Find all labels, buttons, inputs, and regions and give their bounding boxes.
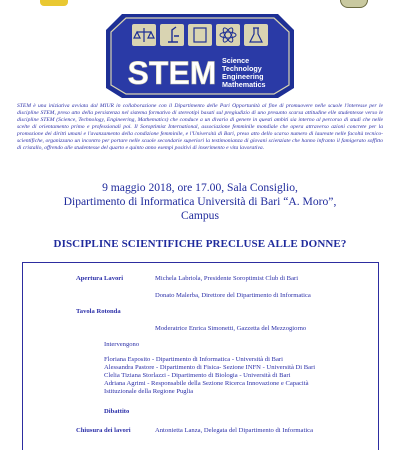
apertura-speaker-1: Michela Labriola, Presidente Soroptimist Club di Bari <box>155 275 299 282</box>
event-venue-line: Dipartimento di Informatica Università di Bari “A. Moro”, <box>63 195 337 208</box>
intervengono-label: Intervengono <box>104 341 140 348</box>
speaker-line-5: Istituzionale della Regione Puglia <box>104 388 194 395</box>
icon-row <box>132 24 268 46</box>
tagline-science: Science <box>222 56 250 65</box>
event-details <box>0 181 400 223</box>
program-frame-top <box>22 262 379 263</box>
moderatrice-line: Moderatrice Enrica Simonetti, Gazzetta del Mezzogiorno <box>155 325 307 332</box>
chiusura-speaker: Antonietta Lanza, Delegata del Dipartimento di Informatica <box>155 427 314 434</box>
intro-paragraph: STEM è una iniziativa avviata dal MIUR in collaborazione con il Dipartimento delle Pari Opportunità al fine di promuovere nelle scuole l'interesse per le discipline STEM, preso atto della persistenza nel sistema formativo di stereotipi basati sul pregiudizio di uno presunto scarsa attitudine elle studentesse verso le discipline STEM (Science, Technology, Engineering, Mathematics) che conduce a un divario di genere in questi ambiti sia interno al percorso di studi che nelle scelte di orientamento primo e professionali poi. Il Soroptimist International, associazione femminile mondiale che opera attraverso azioni concrete per la promozione dei diritti umani e l'avanzamento della condizione femminile, e l'Università di Bari, preso atto dello scarso numero di laureate nelle facoltà tecnico-scientifiche, organizzano un incontro per portare nelle scuole secondarie superiori la testimonianza di giovani scienziate che hanno infranto il famigerato soffitto di cristallo, offrendo alle studentesse del quarto e quinto anno esempi positivi di inserimento e vita lavorativa. <box>17 103 383 151</box>
logo-word: STEM <box>127 55 217 91</box>
flask-icon-tile <box>244 24 268 46</box>
tagline-engineering: Engineering <box>222 72 264 81</box>
apertura-speaker-2: Donato Malerba, Direttore del Dipartimento di Informatica <box>155 292 311 299</box>
tagline-mathematics: Mathematics <box>222 80 266 89</box>
apertura-label: Apertura Lavori <box>76 275 124 282</box>
event-question-title: DISCIPLINE SCIENTIFICHE PRECLUSE ALLE DONNE? <box>53 238 347 250</box>
dibattito-label: Dibattito <box>104 408 130 415</box>
event-campus-line: Campus <box>180 209 219 222</box>
speaker-line-2: Alessandra Pastore - Dipartimento di Fisica- Sezione INFN - Università Di Bari <box>104 364 316 371</box>
speaker-line-1: Floriana Esposito - Dipartimento di Informatica - Università di Bari <box>104 356 283 363</box>
stem-banner <box>0 0 400 100</box>
program-frame-right <box>378 262 379 450</box>
tavola-rotonda-label: Tavola Rotonda <box>76 308 121 315</box>
calculator-icon-tile <box>188 24 212 46</box>
speaker-line-4: Adriana Agrimi - Responsabile della Sezione Ricerca Innovazione e Capacità <box>104 380 309 387</box>
speaker-line-3: Clelia Tiziana Storlazzi - Dipartimento di Biologia - Università di Bari <box>104 372 291 379</box>
chiusura-label: Chiusura dei lavori <box>76 427 131 434</box>
event-date-line: 9 maggio 2018, ore 17.00, Sala Consiglio, <box>102 181 298 194</box>
tagline-technology: Technology <box>222 64 262 73</box>
program-frame-left <box>22 262 23 450</box>
